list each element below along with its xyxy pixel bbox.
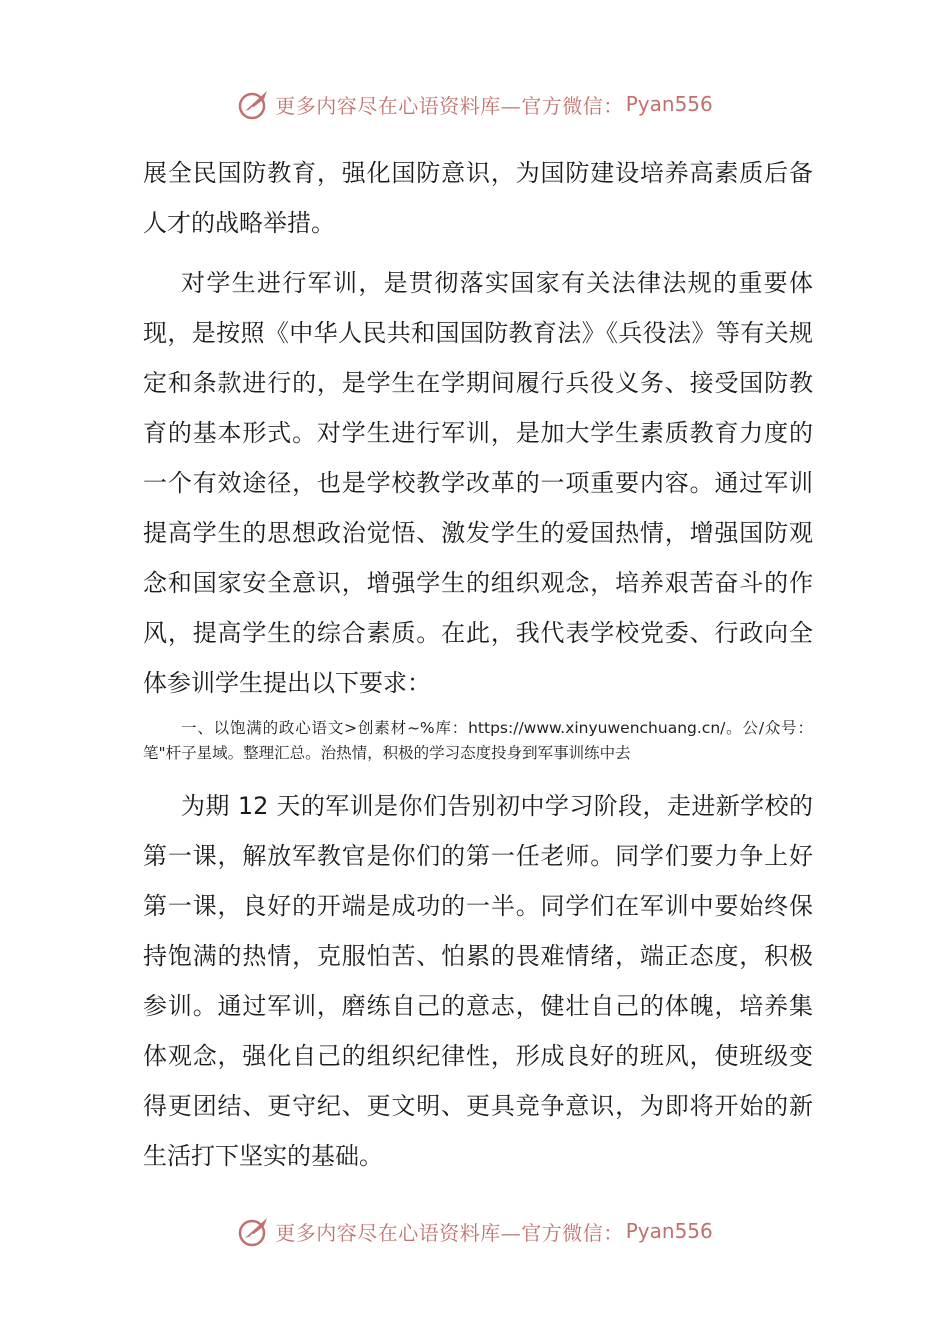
quill-logo-icon bbox=[237, 1214, 271, 1248]
quill-logo-icon bbox=[237, 87, 271, 121]
paragraph-first-lesson: 为期 12 天的军训是你们告别初中学习阶段，走进新学校的第一课，解放军教官是你们的第一任老师。同学们要力争上好第一课，良好的开端是成功的一半。同学们在军训中要始终保持饱满的热情，克服怕苦、怕累的畏难情绪，端正态度，积极参训。通过军训，磨练自己的意志，健壮自己的体魄，培养集体观念，强化自己的组织纪律性，形成良好的班风，使班级变得更团结、更守纪、更文明、更具竞争意识，为即将开始的新生活打下坚实的基础。 bbox=[143, 792, 813, 1170]
footer-watermark bbox=[0, 1211, 950, 1251]
watermark-handle: Pyan556 bbox=[625, 92, 713, 116]
watermark-text: 更多内容尽在心语资料库—官方微信： bbox=[275, 93, 624, 118]
watermark-handle: Pyan556 bbox=[625, 1219, 713, 1243]
watermark-text: 更多内容尽在心语资料库—官方微信： bbox=[275, 1220, 624, 1245]
paragraph-military-training: 对学生进行军训，是贯彻落实国家有关法律法规的重要体现，是按照《中华人民共和国国防教育法》《兵役法》等有关规定和条款进行的，是学生在学期间履行兵役义务、接受国防教育的基本形式。对学生进行军训，是加大学生素质教育力度的一个有效途径，也是学校教学改革的一项重要内容。通过军训提高学生的思想政治觉悟、激发学生的爱国热情，增强国防观念和国家安全意识，增强学生的组织观念，培养艰苦奋斗的作风，提高学生的综合素质。在此，我代表学校党委、行政向全体参训学生提出以下要求： bbox=[143, 269, 813, 697]
header-watermark bbox=[0, 84, 950, 124]
requirement-one-note: 一、以饱满的政心语文>创素材~%库：https://www.xinyuwenchuang.cn/。公/众号：笔"杆子星域。整理汇总。治热情，积极的学习态度投身到军事训练中去 bbox=[143, 719, 813, 762]
paragraph-continuation: 展全民国防教育，强化国防意识，为国防建设培养高素质后备人才的战略举措。 bbox=[143, 159, 813, 237]
